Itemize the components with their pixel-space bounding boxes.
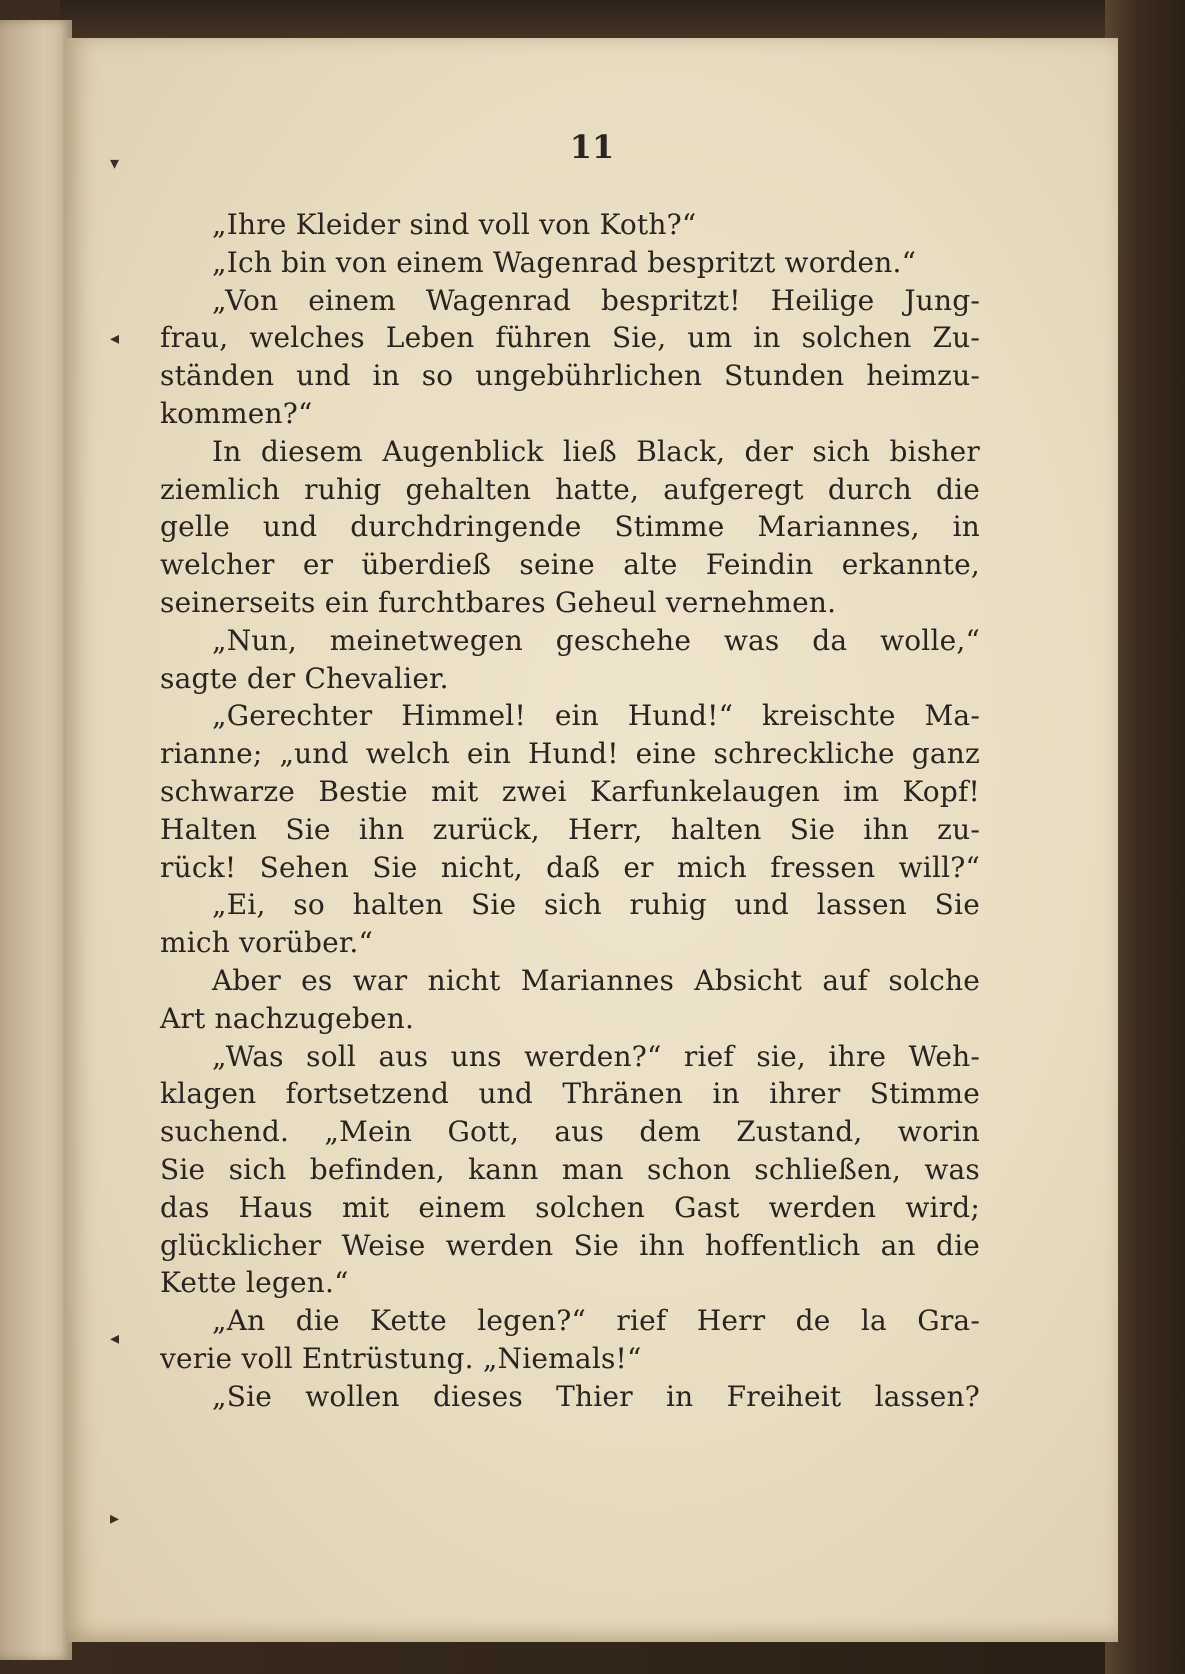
text-line: Kette legen.“ [160,1266,349,1300]
text-line: Halten Sie ihn zurück, Herr, halten Sie ihn zu- [160,812,980,846]
text-line: rück! Sehen Sie nicht, daß er mich fressen will?“ [160,850,980,884]
text-line: kommen?“ [160,396,313,430]
text-line: das Haus mit einem solchen Gast werden wird; [160,1190,980,1224]
text-line: „Nun, meinetwegen geschehe was da wolle,“ [212,623,980,657]
text-line: glücklicher Weise werden Sie ihn hoffentlich an die [160,1228,980,1262]
text-line: suchend. „Mein Gott, aus dem Zustand, worin [160,1115,980,1149]
text-line: sagte der Chevalier. [160,661,449,695]
page-number: 11 [569,128,615,166]
text-line: klagen fortsetzend und Thränen in ihrer Stimme [160,1077,980,1111]
body-text [160,206,980,1416]
text-line: seinerseits ein furchtbares Geheul vernehmen. [160,585,837,619]
text-line: „Was soll aus uns werden?“ rief sie, ihre Weh- [212,1039,980,1073]
margin-mark: ▾ [110,153,120,174]
book-page [66,38,1118,1642]
margin-mark: ◂ [110,1328,120,1349]
text-line: Aber es war nicht Mariannes Absicht auf solche [212,963,980,997]
text-line: rianne; „und welch ein Hund! eine schreckliche ganz [160,737,980,771]
text-line: „Ei, so halten Sie sich ruhig und lassen Sie [212,888,980,922]
text-line: schwarze Bestie mit zwei Karfunkelaugen im Kopf! [160,774,980,808]
text-line: Sie sich befinden, kann man schon schließen, was [160,1152,980,1186]
text-line: ständen und in so ungebührlichen Stunden heimzu- [160,359,980,393]
text-line: frau, welches Leben führen Sie, um in solchen Zu- [160,321,980,355]
text-line: In diesem Augenblick ließ Black, der sich bisher [212,434,980,468]
text-line: „Sie wollen dieses Thier in Freiheit lassen? [212,1379,980,1413]
previous-page-edge [0,20,72,1660]
text-line: „Von einem Wagenrad bespritzt! Heilige Jung- [212,283,980,317]
text-line: Art nachzugeben. [160,1001,415,1035]
text-line: mich vorüber.“ [160,926,374,960]
text-line: ziemlich ruhig gehalten hatte, aufgeregt durch die [160,472,980,506]
text-line: verie voll Entrüstung. „Niemals!“ [160,1341,642,1375]
text-line: „Ich bin von einem Wagenrad bespritzt worden.“ [212,245,917,279]
text-line: „Gerechter Himmel! ein Hund!“ kreischte Ma- [212,699,980,733]
text-line: „Ihre Kleider sind voll von Koth?“ [212,208,697,241]
margin-mark: ▸ [110,1508,120,1529]
text-line: welcher er überdieß seine alte Feindin erkannte, [160,548,980,582]
text-line: „An die Kette legen?“ rief Herr de la Gra- [212,1304,980,1338]
margin-mark: ◂ [110,328,120,349]
text-line: gelle und durchdringende Stimme Mariannes, in [160,510,980,544]
